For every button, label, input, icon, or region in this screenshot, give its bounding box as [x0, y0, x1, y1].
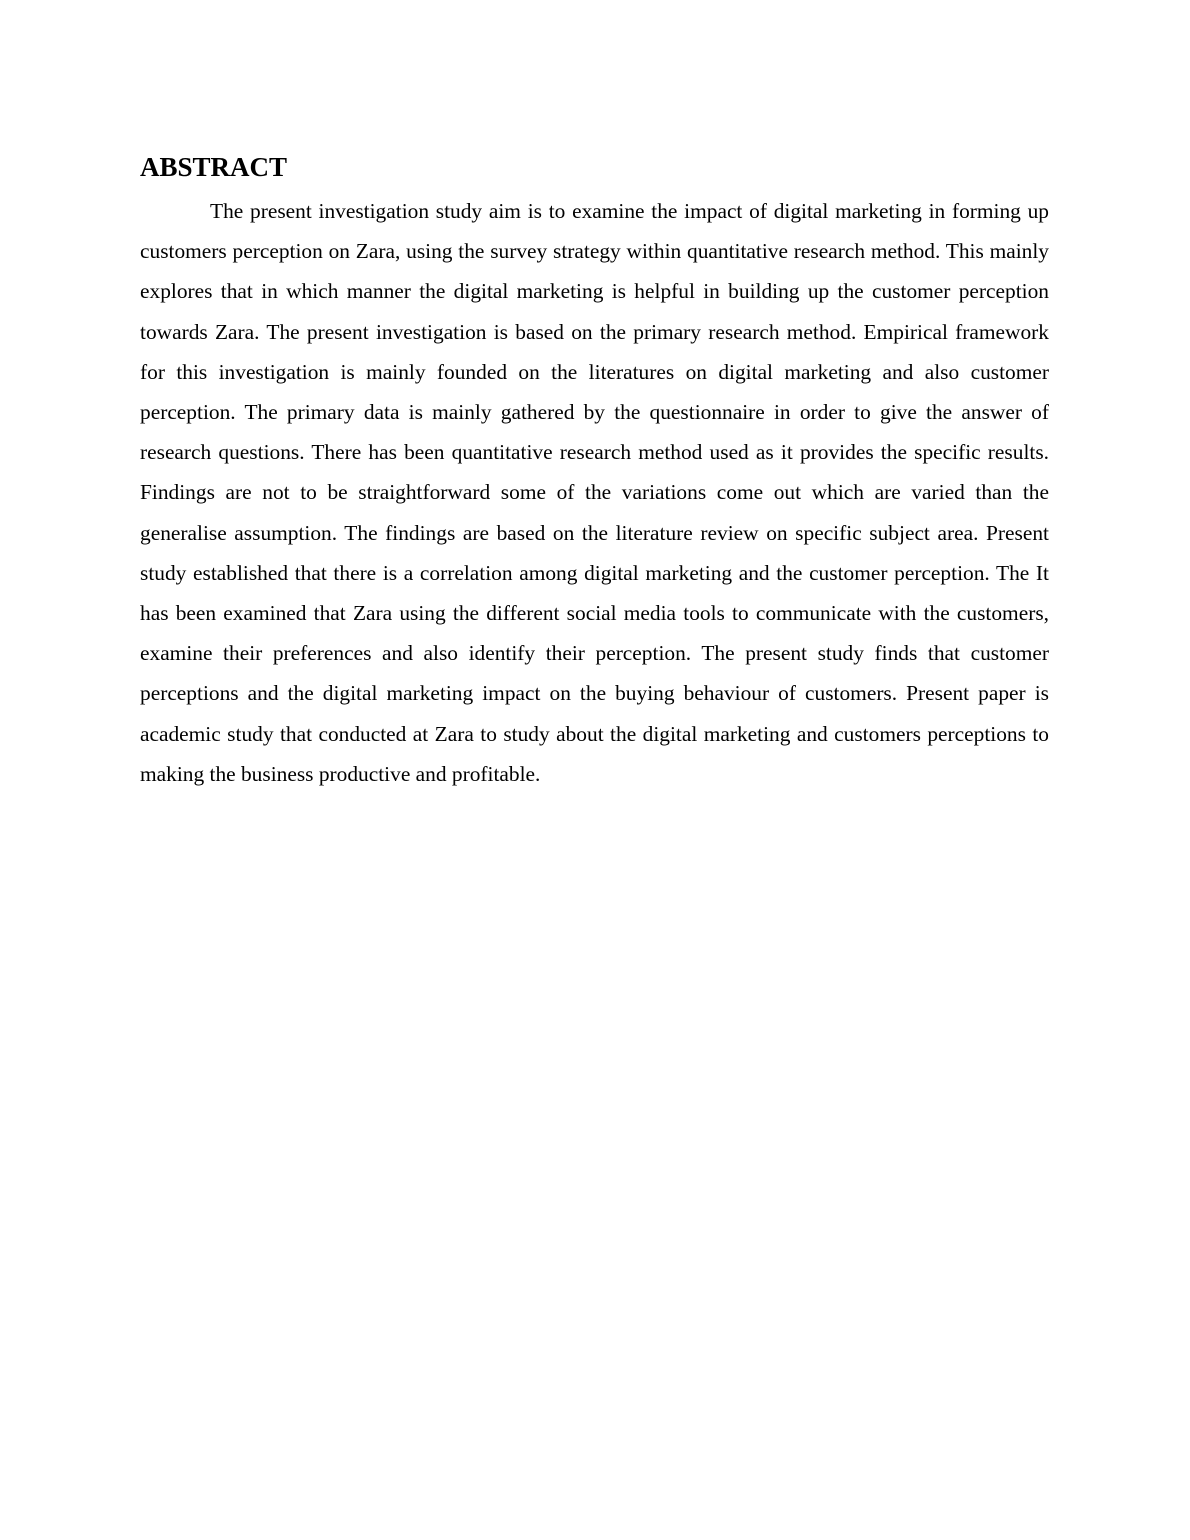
abstract-heading: ABSTRACT	[140, 152, 288, 182]
abstract-paragraph: The present investigation study aim is to examine the impact of digital marketing in forming up customers perception on Zara, using the survey strategy within quantitative research method. This mainly explores that in which manner the digital marketing is helpful in building up the customer perception towards Zara. The present investigation is based on the primary research method. Empirical framework for this investigation is mainly founded on the literatures on digital marketing and also customer perception. The primary data is mainly gathered by the questionnaire in order to give the answer of research questions. There has been quantitative research method used as it provides the specific results. Findings are not to be straightforward some of the variations come out which are varied than the generalise assumption. The findings are based on the literature review on specific subject area. Present study established that there is a correlation among digital marketing and the customer perception. The It has been examined that Zara using the different social media tools to communicate with the customers, examine their preferences and also identify their perception. The present study finds that customer perceptions and the digital marketing impact on the buying behaviour of customers. Present paper is academic study that conducted at Zara to study about the digital marketing and customers perceptions to making the business productive and profitable.	[140, 199, 1049, 786]
